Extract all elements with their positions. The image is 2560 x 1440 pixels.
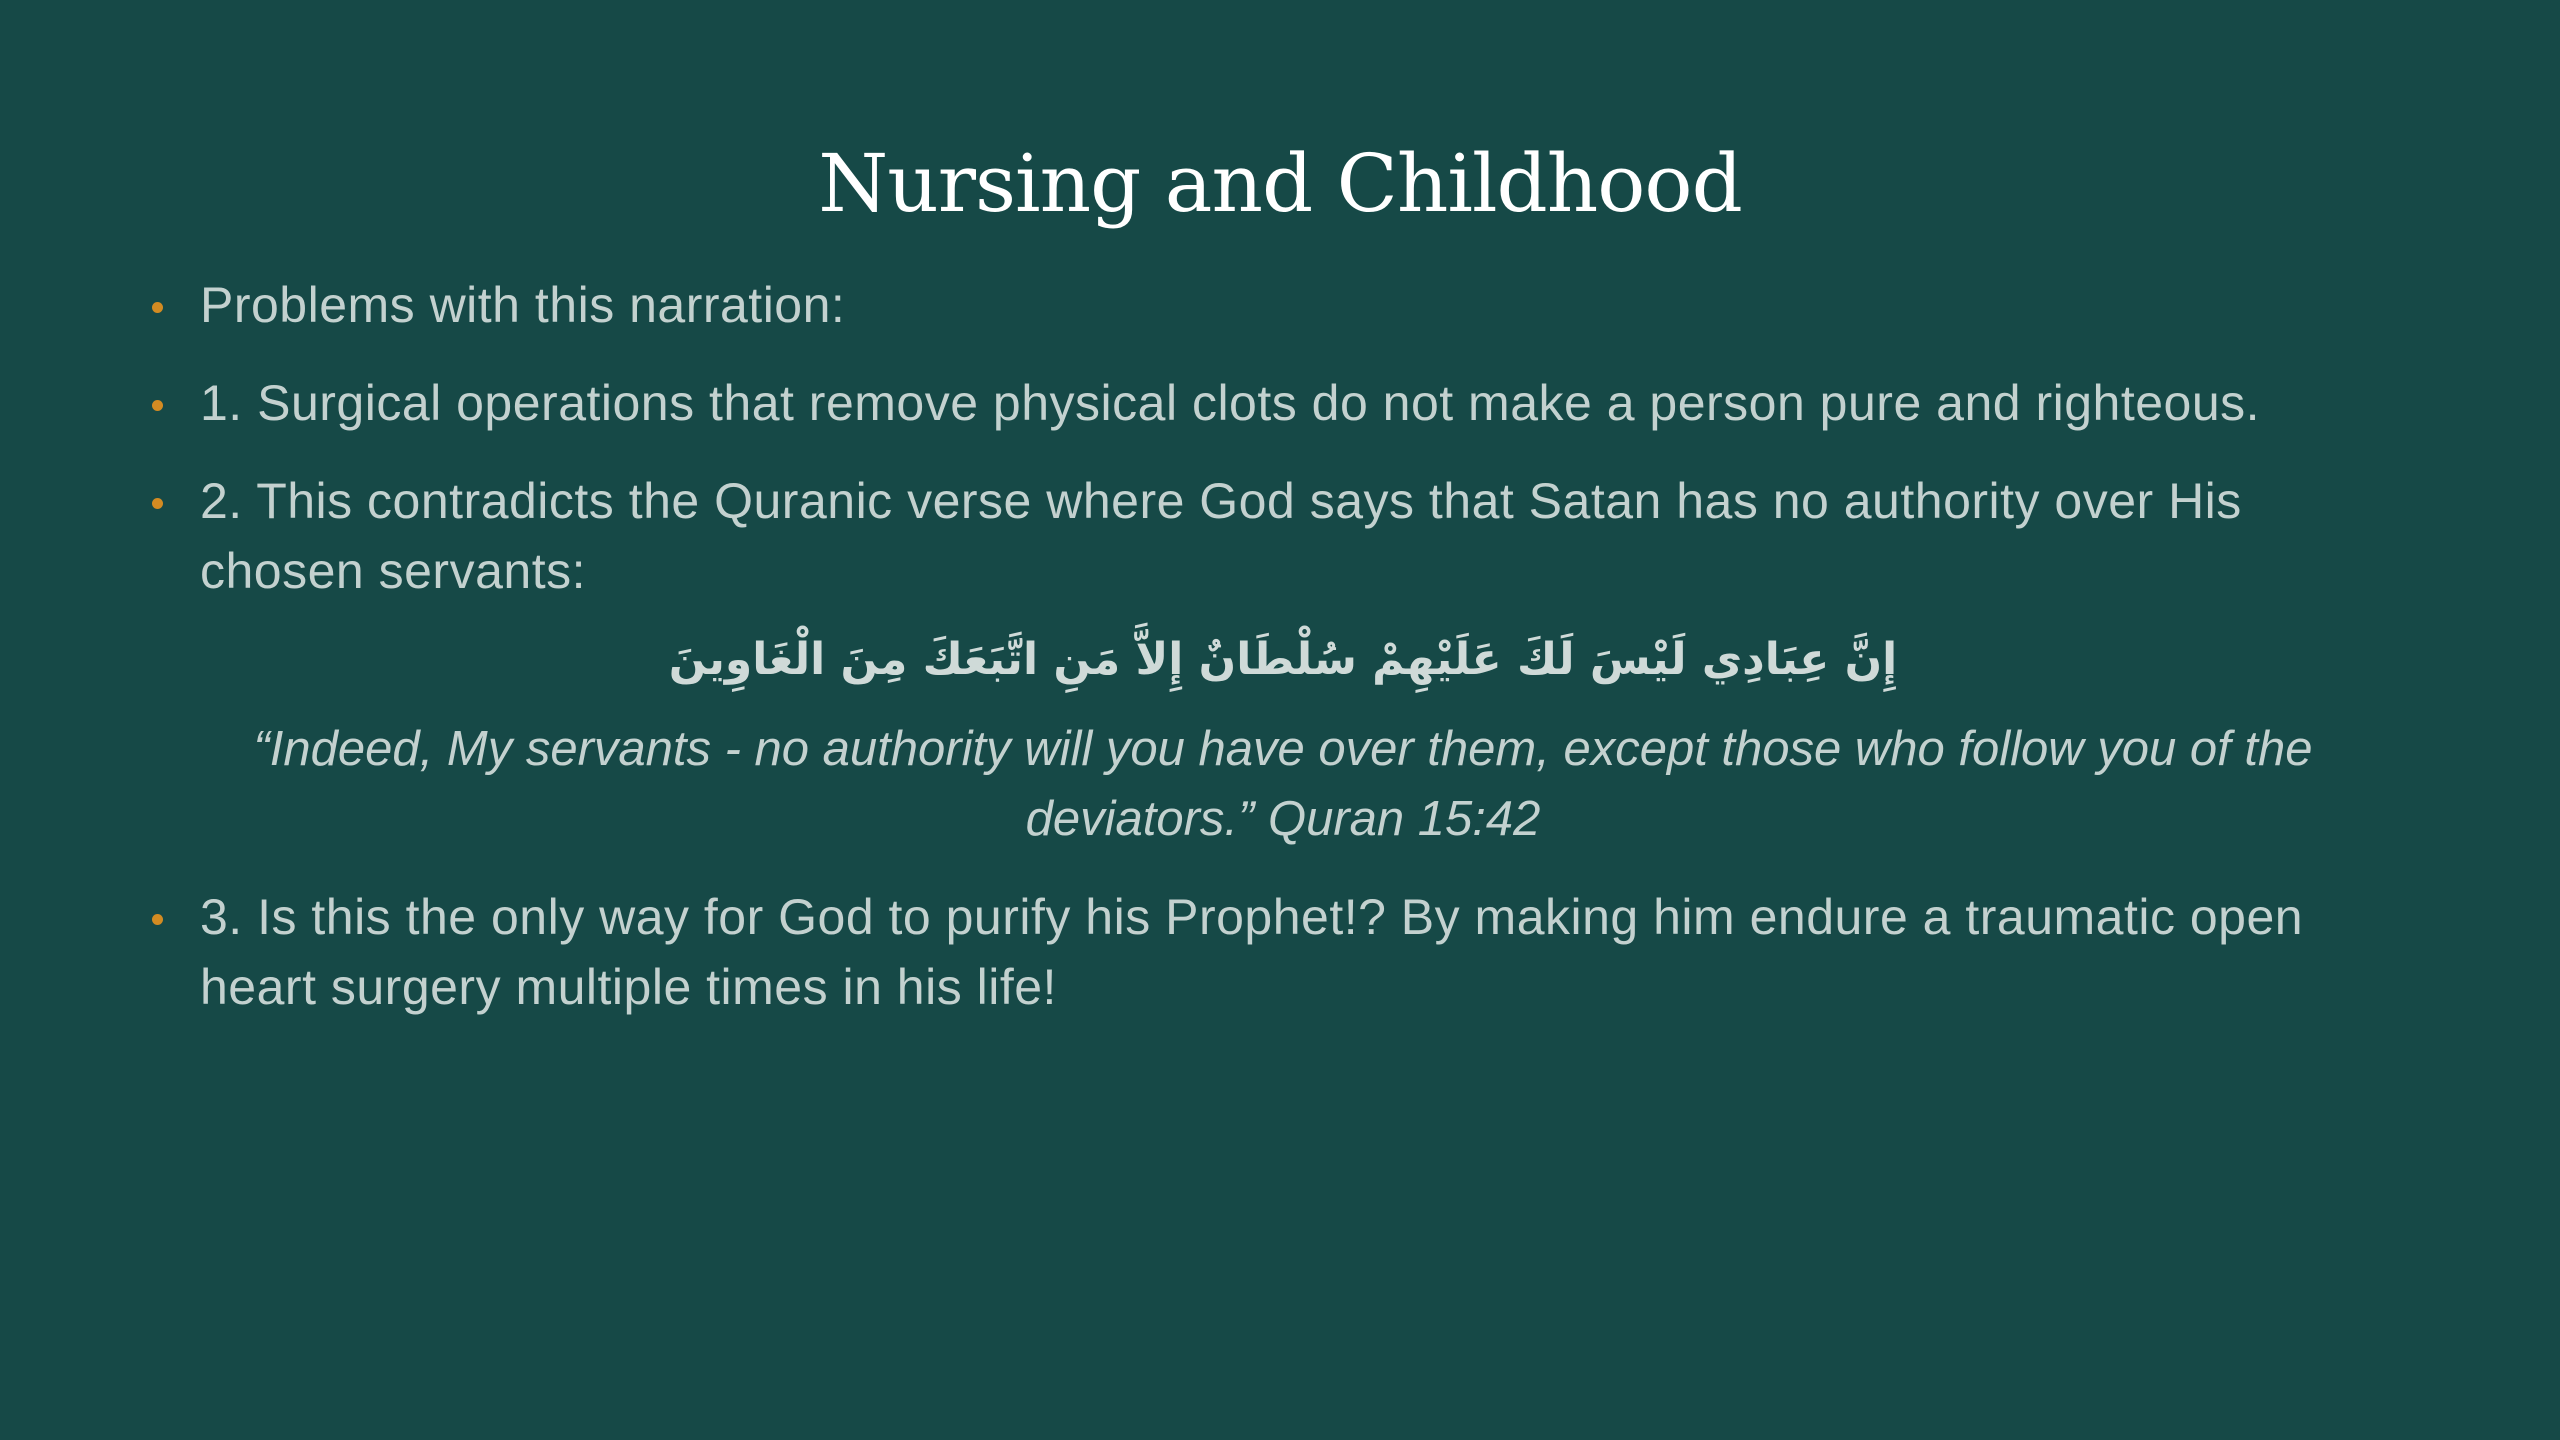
verse-translation-quote: “Indeed, My servants - no authority will you have over them, except those who follow you of the deviators.” Quran 15:42 <box>253 722 2313 846</box>
bullet-item <box>148 882 2418 1022</box>
bullet-item <box>148 270 2418 340</box>
bullet-text: 2. This contradicts the Quranic verse where God says that Satan has no authority over His chosen servants: <box>200 473 2242 599</box>
bullet-marker-icon <box>152 914 163 925</box>
bullet-marker-icon <box>152 498 163 509</box>
bullet-item <box>148 368 2418 438</box>
arabic-verse: إِنَّ عِبَادِي لَيْسَ لَكَ عَلَيْهِمْ سُلْطَانٌ إِلاَّ مَنِ اتَّبَعَكَ مِنَ الْغَاوِينَ <box>668 634 1898 685</box>
bullet-text: Problems with this narration: <box>200 277 846 333</box>
bullet-text: 1. Surgical operations that remove physical clots do not make a person pure and righteous. <box>200 375 2261 431</box>
bullet-marker-icon <box>152 302 163 313</box>
bullet-list <box>148 270 2418 1022</box>
bullet-marker-icon <box>152 400 163 411</box>
bullet-item <box>148 466 2418 606</box>
bullet-text: 3. Is this the only way for God to purify his Prophet!? By making him endure a traumatic open heart surgery multiple times in his life! <box>200 889 2304 1015</box>
slide-title: Nursing and Childhood <box>818 137 1742 230</box>
